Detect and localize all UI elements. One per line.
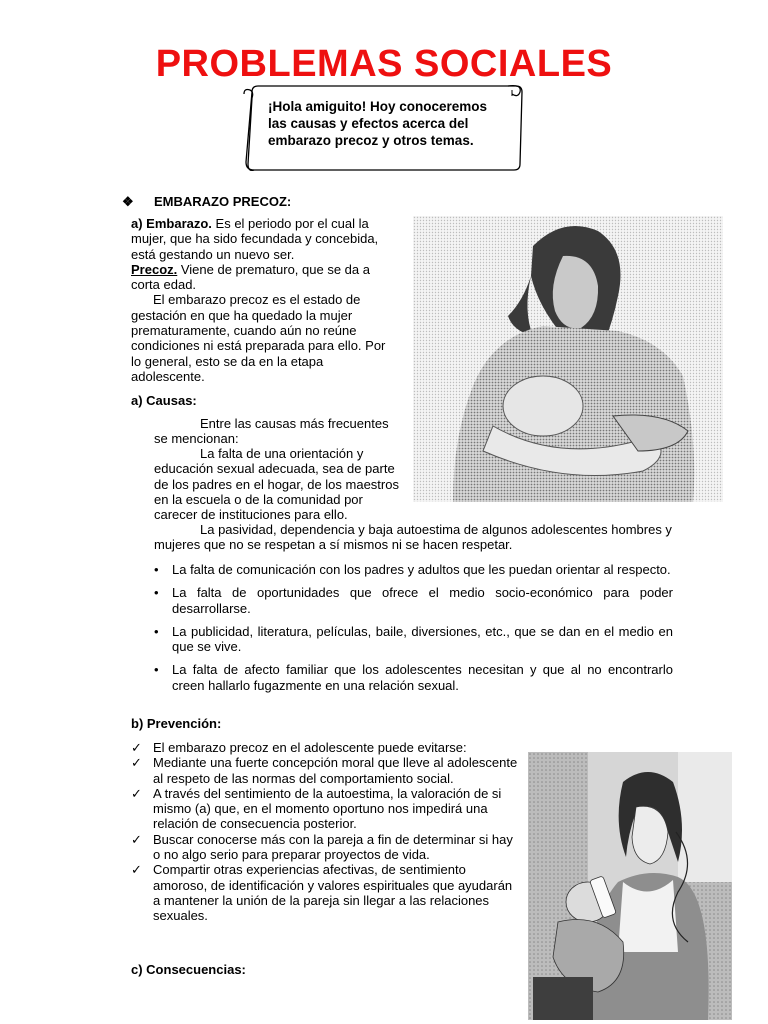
- prevencion-item-text: El embarazo precoz en el adolescente puede evitarse:: [153, 740, 467, 755]
- precoz-label: Precoz.: [131, 261, 178, 277]
- prevencion-item-text: Buscar conocerse más con la pareja a fin de determinar si hay o no algo serio para preparar proyectos de vida.: [153, 831, 513, 863]
- causas-heading: a) Causas:: [131, 393, 197, 408]
- scroll-banner: [240, 82, 524, 174]
- list-item: [131, 832, 519, 863]
- causas-intro-block: [154, 416, 404, 447]
- list-item: • La falta de oportunidades que ofrece el medio socio-económico para poder desarrollarse.: [154, 585, 673, 616]
- list-item: • La publicidad, literatura, películas, baile, diversiones, etc., que se dan en el medio en que se vive.: [154, 624, 673, 655]
- list-item: [131, 755, 519, 786]
- prevencion-list: [131, 740, 519, 924]
- check-icon: ✓: [131, 785, 142, 801]
- list-item: [131, 740, 519, 755]
- check-icon: ✓: [131, 862, 142, 878]
- list-item: • La falta de afecto familiar que los adolescentes necesitan y que al no encontrarlo creen hallarlo fugazmente en una relación sexual.: [154, 662, 673, 693]
- prevencion-item-text: Compartir otras experiencias afectivas, de sentimiento amoroso, de identificación y valores espirituales que ayudarán a mantener la unión de la pareja sin llegar a las relaciones sexuales.: [153, 862, 513, 924]
- mother-phone-illustration: [528, 752, 732, 1020]
- check-icon: ✓: [131, 831, 142, 847]
- scroll-message: ¡Hola amiguito! Hoy conoceremos las causas y efectos acerca del embarazo precoz y otros temas.: [268, 99, 488, 148]
- list-item: [131, 862, 519, 923]
- prevencion-item-text: A través del sentimiento de la autoestima, la valoración de si mismo (a) que, en el momento oportuno nos impedirá una relación de consecuencia posterior.: [153, 785, 502, 832]
- list-item: [131, 786, 519, 832]
- causas-p1-block: [154, 446, 466, 522]
- consecuencias-heading: c) Consecuencias:: [131, 962, 246, 977]
- causas-bullet-list: [154, 562, 673, 701]
- causas-intro: Entre las causas más frecuentes se mencionan:: [154, 416, 389, 447]
- list-item: • La falta de comunicación con los padres y adultos que les puedan orientar al respecto.: [154, 562, 673, 577]
- check-icon: ✓: [131, 740, 142, 755]
- embarazo-text: Es el periodo por el cual la mujer, que ha sido fecundada y concebida, está gestando un nuevo ser.: [131, 216, 379, 262]
- causas-p2: La pasividad, dependencia y baja autoestima de algunos adolescentes hombres y mujeres que no se respetan a sí mismos ni se hacen respetar.: [154, 522, 672, 553]
- definition-block: [131, 216, 393, 384]
- causas-p1: La falta de una orientación y educación sexual adecuada, sea de parte de los padres en el hogar, de los maestros en la escuela o de la comunidad por carecer de instituciones para ello.: [154, 446, 399, 523]
- definition-paragraph: El embarazo precoz es el estado de gestación en que ha quedado la mujer prematuramente, cuando aún no reúne condiciones ni está preparada para ello. Por lo general, esto se da en la etapa adolescente.: [131, 292, 386, 384]
- prevencion-item-text: Mediante una fuerte concepción moral que lleve al adolescente al respeto de las normas del comportamiento social.: [153, 755, 518, 786]
- section-heading: EMBARAZO PRECOZ:: [154, 194, 292, 209]
- causas-p2-block: [154, 522, 674, 553]
- prevencion-heading: b) Prevención:: [131, 716, 222, 731]
- precoz-text: Viene de prematuro, que se da a corta edad.: [131, 261, 370, 293]
- check-icon: ✓: [131, 755, 142, 771]
- embarazo-label: a) Embarazo.: [131, 216, 212, 231]
- page-title: PROBLEMAS SOCIALES: [155, 43, 613, 85]
- section-bullet-icon: ❖: [122, 194, 134, 209]
